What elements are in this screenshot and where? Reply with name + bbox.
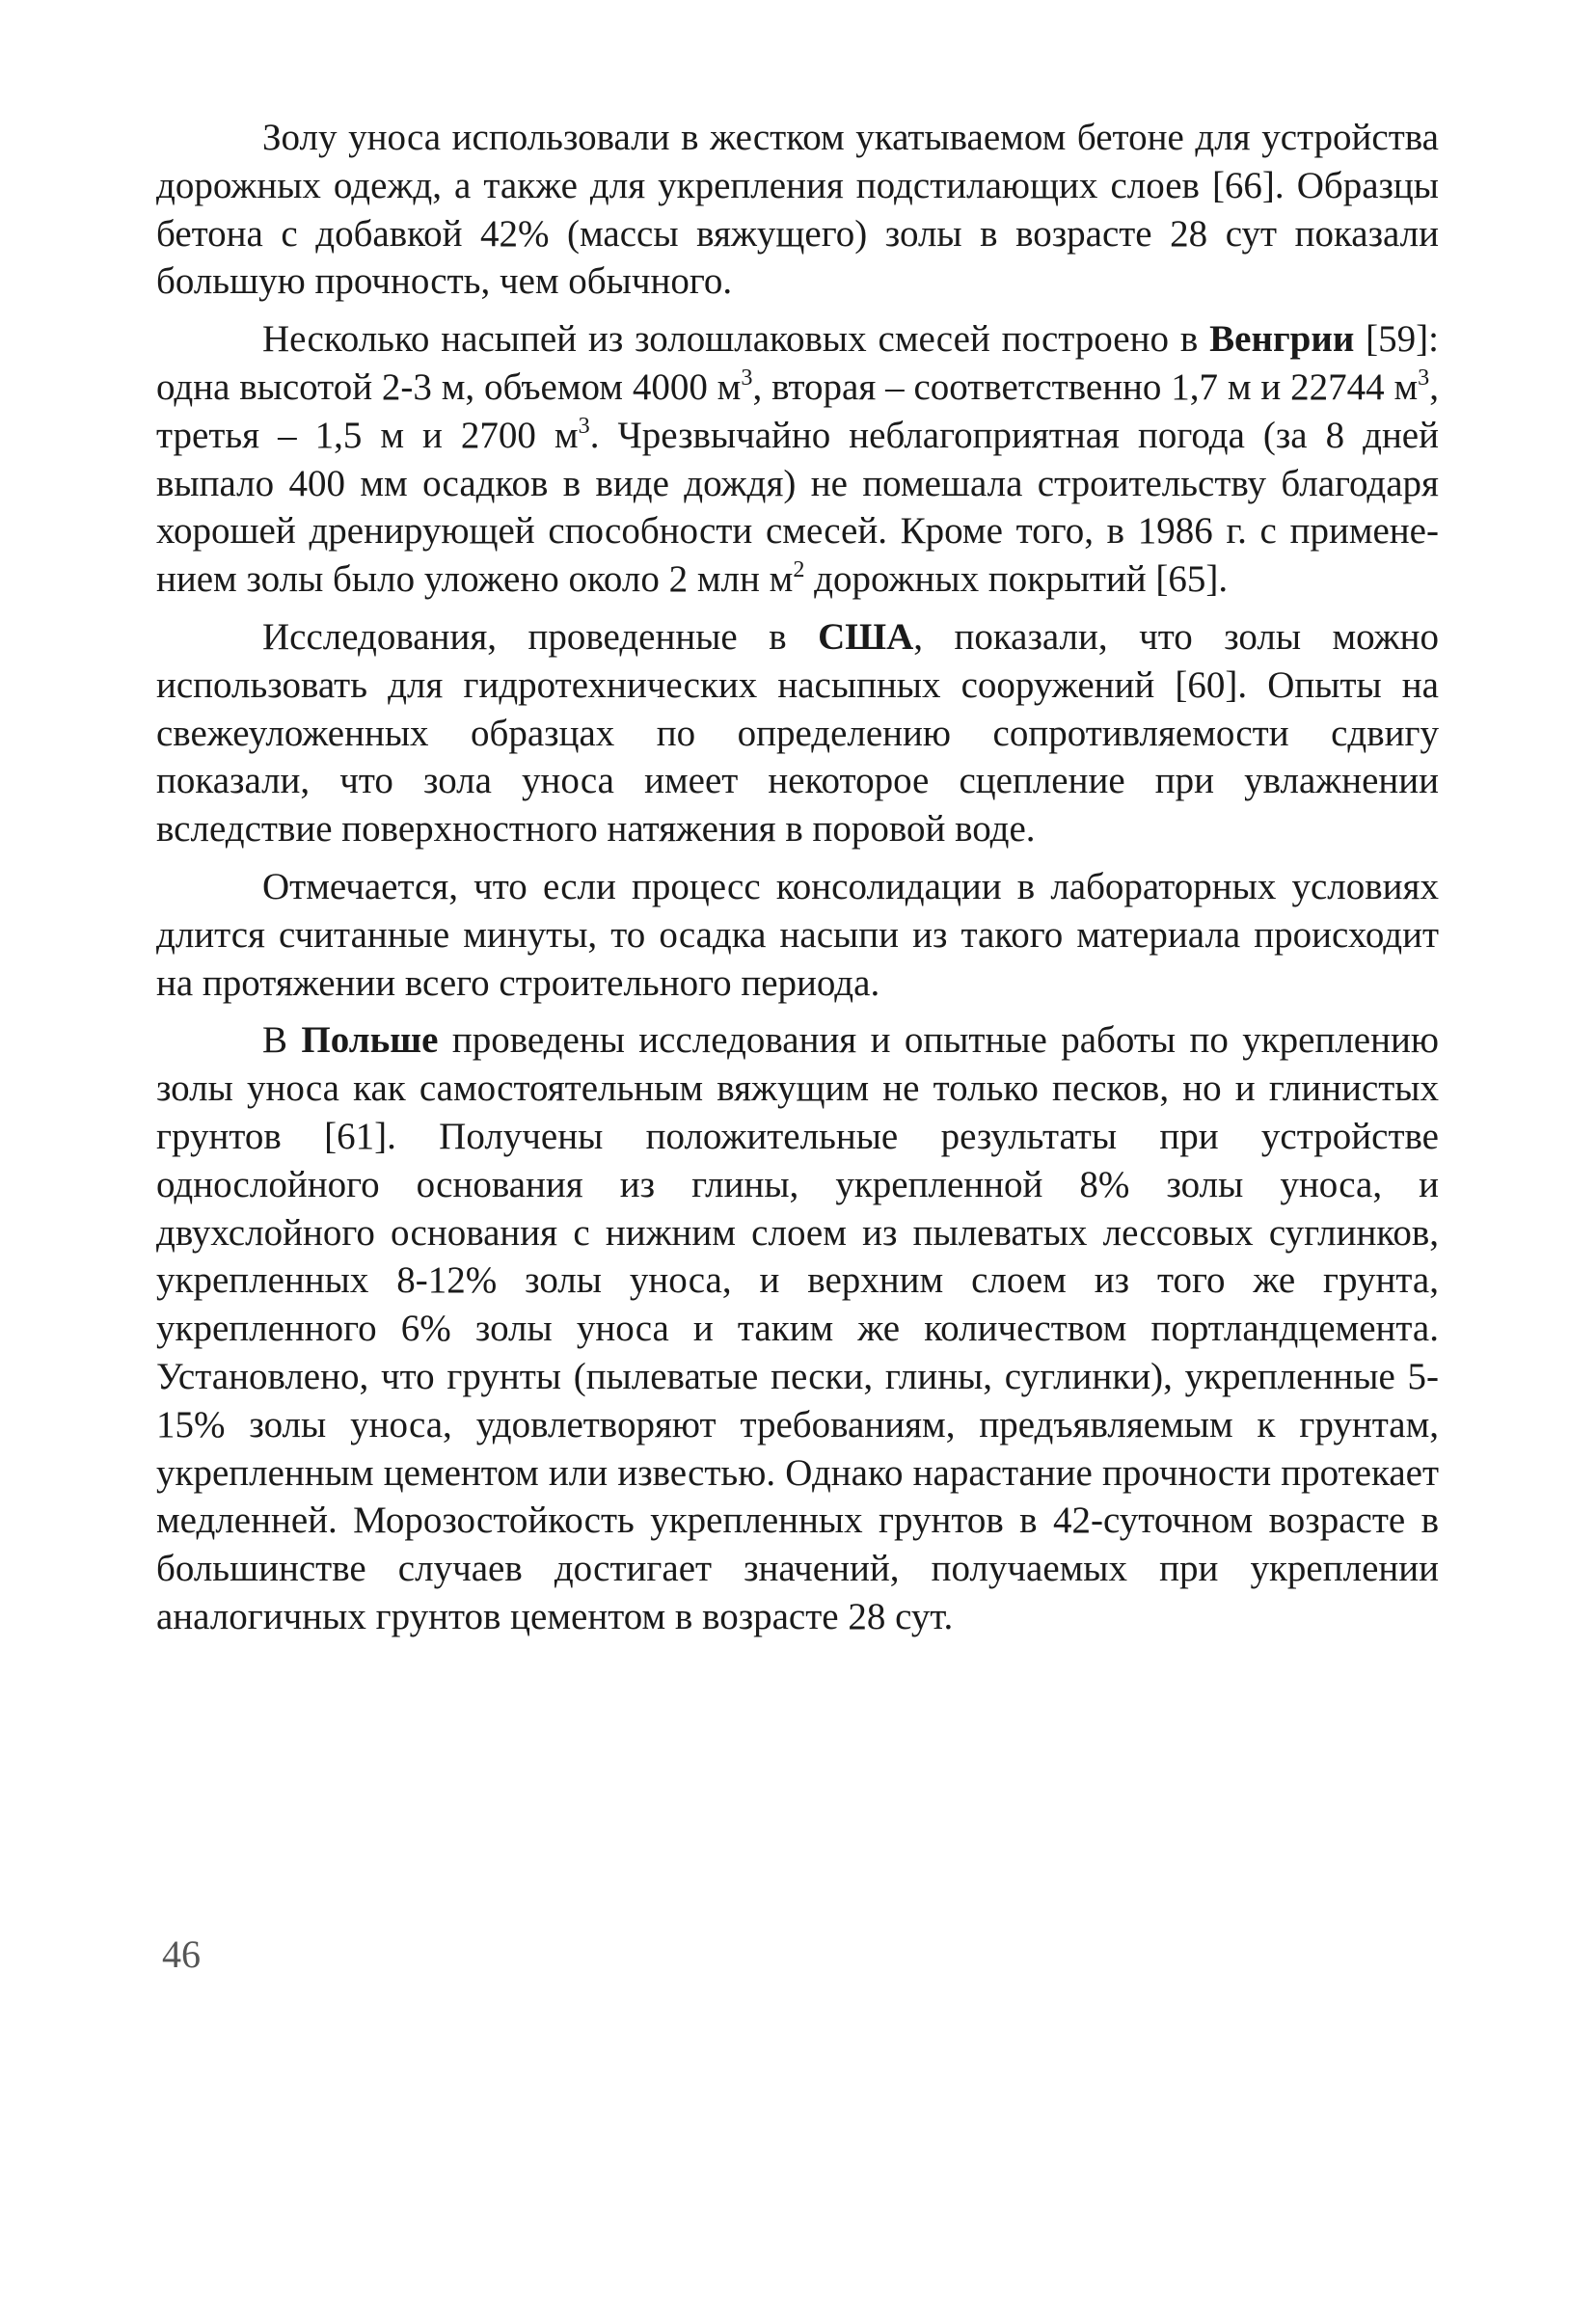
bold-term: Польше — [301, 1019, 439, 1062]
paragraph-consolidation — [156, 863, 1439, 1007]
text-run: Несколько насыпей из золошлаковых смесей построено в — [262, 318, 1210, 361]
bold-term: Венгрии — [1209, 318, 1355, 361]
page-body — [156, 114, 1439, 1651]
text-run: . Чрезвычайно неблагоприятная погода (за 8 дней выпало 400 мм осадков в виде дождя) не помешала строительству благодаря хорошей дренирующей способности смесей. Кроме того, в 1986 г. с применением золы было уложено около 2 млн м — [156, 414, 1439, 601]
text-run: , вторая – соответственно 1,7 м и 22744 м — [752, 365, 1419, 408]
text-run: В — [262, 1019, 302, 1062]
superscript: 3 — [578, 412, 590, 439]
text-run: Золу уноса использовали в жестком укатываемом бетоне для устройства дорожных одежд, а также для укрепления подстилающих слоев [66]. Образцы бетона с добавкой 42% (массы вяжущего) золы в возрасте 28 сут показали большую прочность, чем обычного. — [156, 117, 1439, 303]
text-run: Отмечается, что если процесс консолидации в лабораторных условиях длится считанные минуты, то осадка насыпи из такого материала происходит на протяжении всего строительного периода. — [156, 865, 1439, 1004]
text-run: Исследования, проведенные в — [262, 615, 819, 658]
paragraph-fly-ash-concrete — [156, 114, 1439, 306]
paragraph-poland — [156, 1016, 1439, 1640]
bold-term: США — [818, 615, 914, 658]
superscript: 2 — [793, 556, 805, 583]
text-run: [59]: одна высотой 2-3 м, объемом 4000 м — [156, 318, 1439, 408]
text-run: дорожных покрытий [65]. — [804, 558, 1229, 601]
text-run: , показали, что золы можно использовать для гидротехнических насыпных сооружений [60]. Опыты на свежеуложенных образцах по определению сопротивляемости сдвигу показали, что зола уноса имеет некоторое сцепление при увлажнении вследствие поверхностного натяжения в поровой воде. — [156, 615, 1439, 851]
superscript: 3 — [741, 365, 753, 391]
paragraph-hungary — [156, 315, 1439, 604]
superscript: 3 — [1418, 365, 1430, 391]
text-run: , третья – 1,5 м и 2700 м — [156, 365, 1439, 456]
page-number: 46 — [162, 1932, 201, 1976]
text-run: проведены исследования и опытные работы по укреплению золы уноса как самостоятельным вяжущим не только песков, но и глинистых грунтов [61]. Получены положительные результаты при устройстве однослойного основания из глины, укрепленной 8% золы уноса, и двухслойного основания с нижним слоем из пылеватых лессовых суглинков, укрепленных 8-12% золы уноса, и верхним слоем из того же грунта, укрепленного 6% золы уноса и таким же количеством портландцемента. Установлено, что грунты (пылеватые пески, глины, суглинки), укрепленные 5-15% золы уноса, удовлетворяют требованиям, предъявляемым к грунтам, укрепленным цементом или известью. Однако нарастание прочности протекает медленней. Морозостойкость укрепленных грунтов в 42-суточном возрасте в большинстве случаев достигает значений, получаемых при укреплении аналогичных грунтов цементом в возрасте 28 сут. — [156, 1019, 1439, 1637]
paragraph-usa — [156, 613, 1439, 853]
